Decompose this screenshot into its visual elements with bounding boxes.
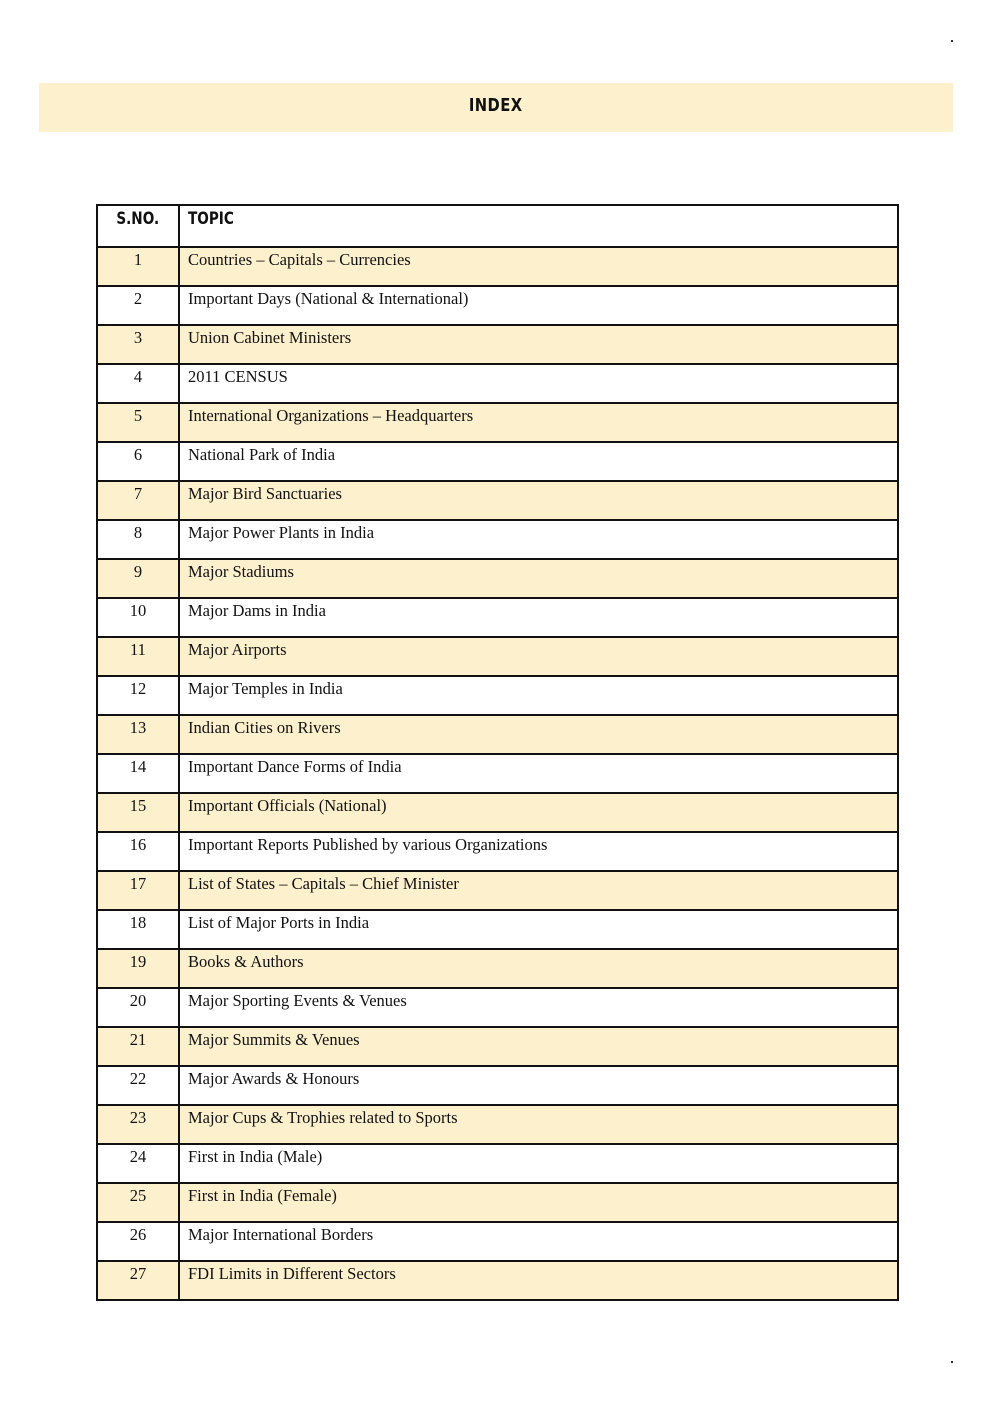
serial-number-cell: 3	[97, 325, 179, 364]
topic-cell: Major Awards & Honours	[179, 1066, 898, 1105]
table-row	[97, 481, 898, 520]
serial-number-cell: 9	[97, 559, 179, 598]
table-row	[97, 676, 898, 715]
topic-cell: International Organizations – Headquarters	[179, 403, 898, 442]
table-row	[97, 325, 898, 364]
topic-cell: Major Dams in India	[179, 598, 898, 637]
table-row	[97, 364, 898, 403]
table-row	[97, 715, 898, 754]
topic-cell: Major Bird Sanctuaries	[179, 481, 898, 520]
topic-cell: Union Cabinet Ministers	[179, 325, 898, 364]
index-table	[96, 204, 899, 1301]
table-row	[97, 559, 898, 598]
topic-cell: Countries – Capitals – Currencies	[179, 247, 898, 286]
table-row	[97, 1027, 898, 1066]
title-banner	[39, 83, 953, 132]
topic-cell: FDI Limits in Different Sectors	[179, 1261, 898, 1300]
topic-cell: List of States – Capitals – Chief Minister	[179, 871, 898, 910]
table-row	[97, 286, 898, 325]
serial-number-cell: 1	[97, 247, 179, 286]
topic-cell: Major Stadiums	[179, 559, 898, 598]
topic-cell: Major Airports	[179, 637, 898, 676]
table-row	[97, 1144, 898, 1183]
table-row	[97, 520, 898, 559]
table-row	[97, 871, 898, 910]
serial-number-cell: 8	[97, 520, 179, 559]
corner-dot-bottom	[951, 1361, 953, 1363]
serial-number-cell: 4	[97, 364, 179, 403]
serial-number-cell: 10	[97, 598, 179, 637]
topic-cell: First in India (Female)	[179, 1183, 898, 1222]
topic-cell: Major Power Plants in India	[179, 520, 898, 559]
serial-number-cell: 5	[97, 403, 179, 442]
serial-number-cell: 22	[97, 1066, 179, 1105]
serial-number-cell: 25	[97, 1183, 179, 1222]
topic-cell: Major Summits & Venues	[179, 1027, 898, 1066]
serial-number-cell: 24	[97, 1144, 179, 1183]
table-row	[97, 1105, 898, 1144]
table-body	[97, 247, 898, 1300]
serial-number-cell: 23	[97, 1105, 179, 1144]
topic-cell: Major Sporting Events & Venues	[179, 988, 898, 1027]
serial-number-cell: 18	[97, 910, 179, 949]
topic-cell: First in India (Male)	[179, 1144, 898, 1183]
page-title: INDEX	[469, 95, 523, 116]
serial-number-cell: 21	[97, 1027, 179, 1066]
table-row	[97, 754, 898, 793]
serial-number-cell: 7	[97, 481, 179, 520]
serial-number-cell: 12	[97, 676, 179, 715]
table-row	[97, 1066, 898, 1105]
table-row	[97, 247, 898, 286]
topic-cell: Important Officials (National)	[179, 793, 898, 832]
serial-number-cell: 19	[97, 949, 179, 988]
serial-number-cell: 15	[97, 793, 179, 832]
serial-number-cell: 20	[97, 988, 179, 1027]
corner-dot-top	[951, 40, 953, 42]
topic-cell: Major Cups & Trophies related to Sports	[179, 1105, 898, 1144]
table-row	[97, 1261, 898, 1300]
serial-number-cell: 2	[97, 286, 179, 325]
serial-number-cell: 11	[97, 637, 179, 676]
topic-cell: Indian Cities on Rivers	[179, 715, 898, 754]
serial-number-cell: 13	[97, 715, 179, 754]
serial-number-cell: 26	[97, 1222, 179, 1261]
table-row	[97, 793, 898, 832]
table-row	[97, 910, 898, 949]
topic-cell: List of Major Ports in India	[179, 910, 898, 949]
topic-cell: National Park of India	[179, 442, 898, 481]
topic-cell: Major Temples in India	[179, 676, 898, 715]
serial-number-cell: 17	[97, 871, 179, 910]
table-row	[97, 598, 898, 637]
serial-number-cell: 14	[97, 754, 179, 793]
topic-column-header: TOPIC	[179, 205, 898, 247]
topic-cell: Major International Borders	[179, 1222, 898, 1261]
table-row	[97, 1183, 898, 1222]
table-row	[97, 1222, 898, 1261]
serial-number-cell: 6	[97, 442, 179, 481]
topic-cell: 2011 CENSUS	[179, 364, 898, 403]
serial-number-cell: 16	[97, 832, 179, 871]
sno-column-header: S.NO.	[97, 205, 179, 247]
table-row	[97, 442, 898, 481]
serial-number-cell: 27	[97, 1261, 179, 1300]
table-row	[97, 832, 898, 871]
table-row	[97, 637, 898, 676]
topic-cell: Important Reports Published by various Organizations	[179, 832, 898, 871]
topic-cell: Books & Authors	[179, 949, 898, 988]
topic-cell: Important Dance Forms of India	[179, 754, 898, 793]
table-row	[97, 949, 898, 988]
table-row	[97, 403, 898, 442]
table-header-row	[97, 205, 898, 247]
topic-cell: Important Days (National & International)	[179, 286, 898, 325]
table-row	[97, 988, 898, 1027]
